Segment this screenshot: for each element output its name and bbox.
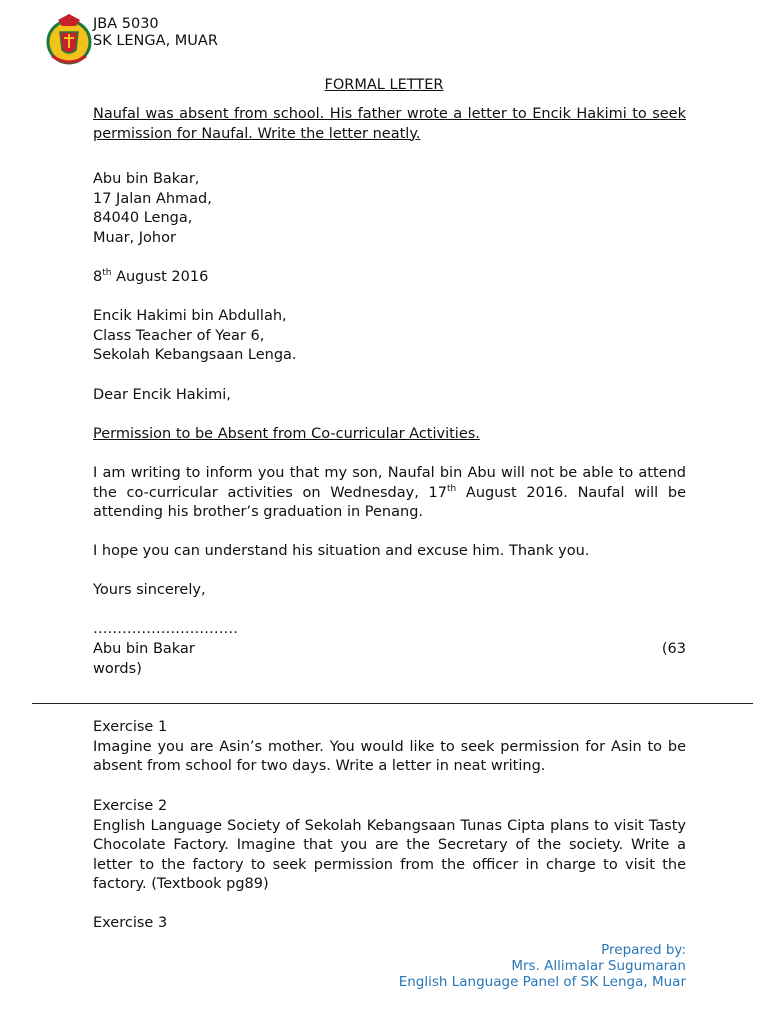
exercise-heading: Exercise 2 xyxy=(93,798,168,814)
paragraph-1-suffix: th xyxy=(446,483,457,494)
exercise-3 xyxy=(93,914,686,934)
date-suffix: th xyxy=(102,268,112,278)
exercise-text: Imagine you are Asin’s mother. You would like to seek permission for Asin to be absent from school for two days. Write a letter in neat writing. xyxy=(93,738,686,774)
exercise-text: English Language Society of Sekolah Kebangsaan Tunas Cipta plans to visit Tasty Chocolate Factory. Imagine that you are the Secretary of the society. Write a letter to the factory to seek permission from the officer in charge to visit the factory. (Textbook pg89) xyxy=(93,817,686,892)
signature-name: Abu bin Bakar xyxy=(93,641,195,657)
word-count: (63 xyxy=(661,641,686,657)
sender-line: 17 Jalan Ahmad, xyxy=(93,190,212,207)
letter-subject: Permission to be Absent from Co-curricular Activities. xyxy=(93,426,480,442)
letter-paragraph-1 xyxy=(93,464,686,523)
letter-date xyxy=(93,268,686,288)
letter-paragraph-2: I hope you can understand his situation and excuse him. Thank you. xyxy=(93,543,590,559)
recipient-address xyxy=(93,307,686,366)
sender-address xyxy=(93,170,686,248)
instruction-text: Naufal was absent from school. His father wrote a letter to Encik Hakimi to seek permission for Naufal. Write the letter neatly. xyxy=(93,106,686,142)
recipient-line: Encik Hakimi bin Abdullah, xyxy=(93,308,287,324)
footer-panel: English Language Panel of SK Lenga, Muar xyxy=(398,974,686,990)
signature-row xyxy=(93,640,686,660)
paragraph-1-part-1: I am writing to inform you that my son, Naufal bin Abu will not be able to attend the co-curricular activities on Wednesday, 17 xyxy=(93,465,686,501)
header-school: SK LENGA, MUAR xyxy=(93,33,218,49)
section-divider xyxy=(32,703,753,704)
school-crest-icon xyxy=(46,12,92,66)
footer-prepared-by: Prepared by: xyxy=(601,942,686,958)
letter-closing: Yours sincerely, xyxy=(93,582,206,598)
prepared-by-footer xyxy=(399,942,686,990)
paragraph-1-part-2: August 2016. Naufal will be attending his brother’s graduation in Penang. xyxy=(93,484,686,520)
salutation: Dear Encik Hakimi, xyxy=(93,387,231,403)
sender-line: Abu bin Bakar, xyxy=(93,171,200,187)
header-code: JBA 5030 xyxy=(93,16,159,32)
exercise-2 xyxy=(93,797,686,895)
date-rest: August 2016 xyxy=(111,269,209,285)
exercise-1 xyxy=(93,718,686,777)
footer-name: Mrs. Allimalar Sugumaran xyxy=(511,958,686,974)
page-title: FORMAL LETTER xyxy=(324,77,444,93)
exercise-heading: Exercise 3 xyxy=(93,915,168,931)
date-day: 8 xyxy=(93,269,103,285)
sender-line: Muar, Johor xyxy=(93,229,176,246)
signature-block xyxy=(93,640,686,679)
exercise-heading: Exercise 1 xyxy=(93,719,168,735)
signature-line: ………………………… xyxy=(93,621,238,637)
recipient-line: Class Teacher of Year 6, xyxy=(93,327,265,344)
header xyxy=(93,16,218,50)
word-count-unit: words) xyxy=(93,660,142,677)
recipient-line: Sekolah Kebangsaan Lenga. xyxy=(93,347,297,363)
sender-line: 84040 Lenga, xyxy=(93,210,193,226)
